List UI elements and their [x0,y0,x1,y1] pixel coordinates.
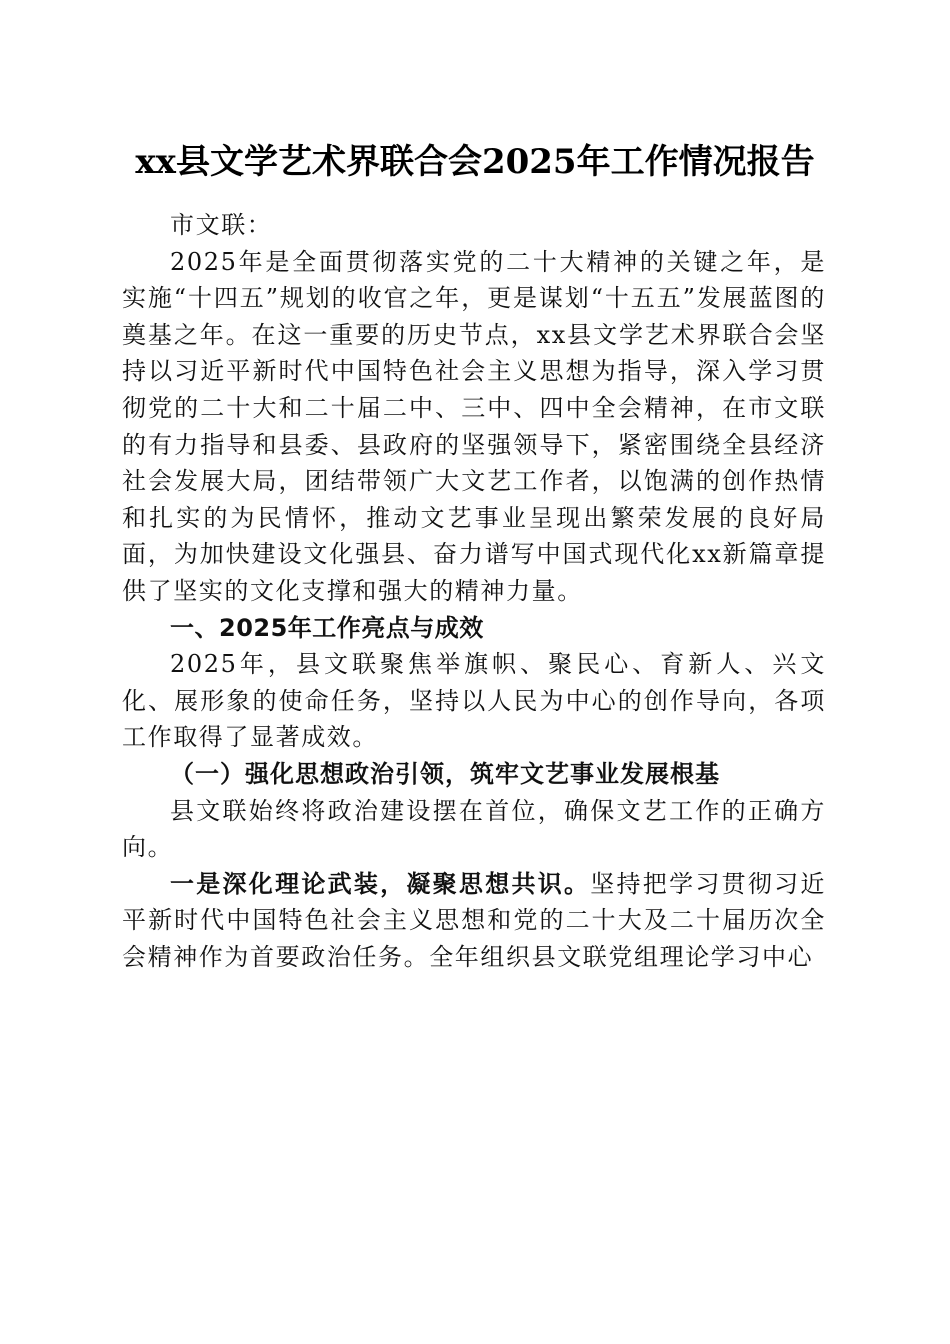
point-1-text: 坚持把学习贯彻习近平新时代中国特色社会主义思想和党的二十大及二十届历次全会精神作为首要政治任务。全年组织县文联党组理论学习中心 [122,869,826,971]
salutation: 市文联： [170,211,273,239]
document-body [122,207,826,975]
point-1-paragraph [122,866,826,976]
section-heading-1: 一、2025年工作亮点与成效 [170,613,484,642]
subsection-heading-1: （一）强化思想政治引领，筑牢文艺事业发展根基 [170,758,720,788]
document-title: xx县文学艺术界联合会2025年工作情况报告 [135,142,815,182]
subsection-1-paragraph: 县文联始终将政治建设摆在首位，确保文艺工作的正确方向。 [122,796,826,862]
intro-paragraph: 2025年是全面贯彻落实党的二十大精神的关键之年，是实施“十四五”规划的收官之年，更是谋划“十五五”发展蓝图的奠基之年。在这一重要的历史节点，xx县文学艺术界联合会坚持以习近平新时代中国特色社会主义思想为指导，深入学习贯彻党的二十大和二十届二中、三中、四中全会精神，在市文联的有力指导和县委、县政府的坚强领导下，紧密围绕全县经济社会发展大局，团结带领广大文艺工作者，以饱满的创作热情和扎实的为民情怀，推动文艺事业呈现出繁荣发展的良好局面，为加快建设文化强县、奋力谱写中国式现代化xx新篇章提供了坚实的文化支撑和强大的精神力量。 [122,247,826,605]
section-1-paragraph: 2025年，县文联聚焦举旗帜、聚民心、育新人、兴文化、展形象的使命任务，坚持以人民为中心的创作导向，各项工作取得了显著成效。 [122,650,826,752]
point-1-lead: 一是深化理论武装，凝聚思想共识。 [170,868,591,898]
